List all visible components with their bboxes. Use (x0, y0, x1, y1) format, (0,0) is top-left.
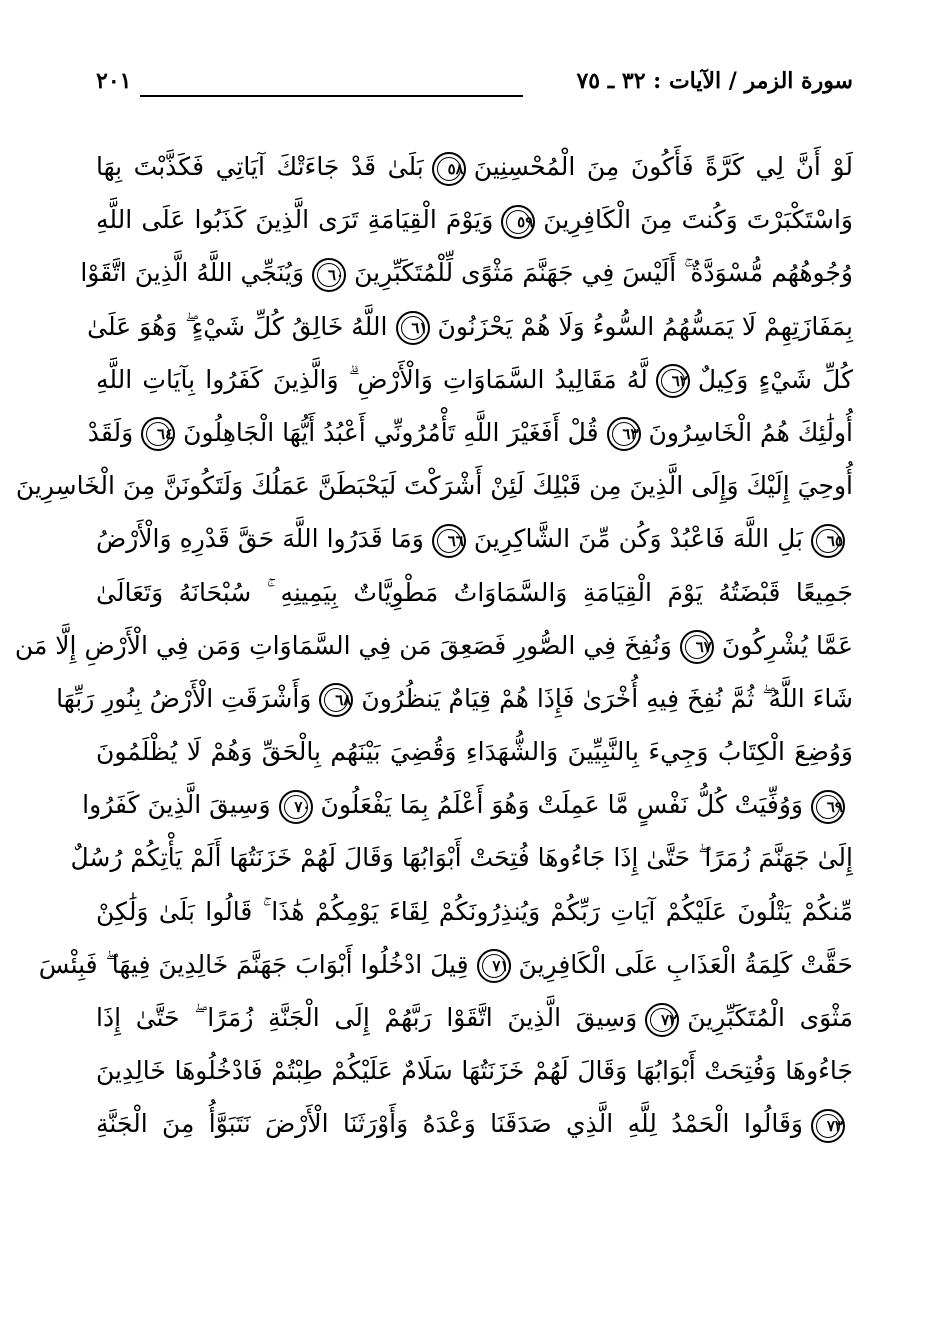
verse-line-5 (96, 353, 853, 406)
ayah-marker: ٦٧ (680, 630, 714, 664)
verse-line-15 (96, 885, 853, 938)
verse-text: إِلَىٰ جَهَنَّمَ زُمَرًا ۖ حَتَّىٰ إِذَا جَاءُوهَا فُتِحَتْ أَبْوَابُهَا وَقَالَ لَهُمْ خَزَنَتُهَا أَلَمْ يَأْتِكُمْ رُسُلٌ (70, 843, 853, 873)
verse-text: وَسِيقَ الَّذِينَ اتَّقَوْا رَبَّهُمْ إِلَى الْجَنَّةِ زُمَرًا ۖ حَتَّىٰ إِذَا (96, 1003, 638, 1032)
verse-text: جَمِيعًا قَبْضَتُهُ يَوْمَ الْقِيَامَةِ وَالسَّمَاوَاتُ مَطْوِيَّاتٌ بِيَمِينِهِ ۚ سُبْحَانَهُ وَتَعَالَىٰ (96, 577, 853, 607)
verse-line-19 (96, 1097, 853, 1150)
ayah-marker: ٦٩ (811, 790, 845, 824)
verse-text: وَأَشْرَقَتِ الْأَرْضُ بِنُورِ رَبِّهَا (56, 683, 312, 713)
verse-text: بَلِ اللَّهَ فَاعْبُدْ وَكُن مِّنَ الشَّاكِرِينَ (473, 524, 804, 554)
verse-line-17 (96, 991, 853, 1044)
page-header (96, 62, 853, 110)
verse-text: وَوُفِّيَتْ كُلُّ نَفْسٍ مَّا عَمِلَتْ وَهُوَ أَعْلَمُ بِمَا يَفْعَلُونَ (320, 790, 803, 820)
verse-text: وَوُضِعَ الْكِتَابُ وَجِيءَ بِالنَّبِيِّينَ وَالشُّهَدَاءِ وَقُضِيَ بَيْنَهُم بِالْحَقِّ وَهُمْ لَا يُظْلَمُونَ (96, 737, 853, 767)
ayah-marker: ٧٣ (811, 1109, 845, 1143)
header-rule (140, 95, 523, 97)
ayah-marker: ٦٤ (141, 417, 175, 451)
ayah-marker: ٦٨ (319, 683, 353, 717)
verse-text: جَاءُوهَا وَفُتِحَتْ أَبْوَابُهَا وَقَالَ لَهُمْ خَزَنَتُهَا سَلَامٌ عَلَيْكُمْ طِبْتُمْ فَادْخُلُوهَا خَالِدِينَ (96, 1056, 853, 1086)
ayah-marker: ٥٨ (432, 152, 466, 186)
verse-line-9 (96, 566, 853, 619)
verse-line-12 (96, 725, 853, 778)
verse-line-11 (56, 672, 853, 725)
verse-text: أُوحِيَ إِلَيْكَ وَإِلَى الَّذِينَ مِن قَبْلِكَ لَئِنْ أَشْرَكْتَ لَيَحْبَطَنَّ عَمَلُكَ وَلَتَكُونَنَّ مِنَ الْخَاسِرِينَ (15, 471, 853, 501)
verse-text: وَسِيقَ الَّذِينَ كَفَرُوا (82, 790, 271, 820)
verse-text: كُلِّ شَيْءٍ وَكِيلٌ (697, 364, 853, 394)
verse-text: وَلَقَدْ (87, 417, 134, 447)
verse-text: وَيَوْمَ الْقِيَامَةِ تَرَى الَّذِينَ كَذَبُوا عَلَى اللَّهِ (96, 205, 494, 235)
verse-text: قُلْ أَفَغَيْرَ اللَّهِ تَأْمُرُونِّي أَعْبُدُ أَيُّهَا الْجَاهِلُونَ (183, 417, 599, 447)
verse-text: حَقَّتْ كَلِمَةُ الْعَذَابِ عَلَى الْكَافِرِينَ (518, 949, 853, 979)
ayah-marker: ٦٥ (811, 524, 845, 558)
verse-line-18 (96, 1044, 853, 1097)
verse-text: قِيلَ ادْخُلُوا أَبْوَابَ جَهَنَّمَ خَالِدِينَ فِيهَا ۖ فَبِئْسَ (38, 949, 469, 979)
verse-line-8 (96, 512, 853, 565)
verse-text: وَيُنَجِّي اللَّهُ الَّذِينَ اتَّقَوْا (80, 258, 305, 288)
ayah-marker: ٦٠ (312, 258, 346, 292)
verse-line-13 (82, 778, 853, 831)
ayah-marker: ٦٣ (607, 417, 641, 451)
verse-line-14 (70, 831, 853, 884)
verse-line-3 (80, 246, 853, 299)
verse-text: مَثْوَى الْمُتَكَبِّرِينَ (687, 1003, 853, 1032)
ayah-marker: ٧٢ (645, 1003, 679, 1037)
verse-text: وَاسْتَكْبَرْتَ وَكُنتَ مِنَ الْكَافِرِينَ (543, 205, 853, 235)
verse-text: أُولَٰئِكَ هُمُ الْخَاسِرُونَ (648, 417, 853, 447)
ayah-marker: ٥٩ (501, 205, 535, 239)
verses-block (14, 140, 853, 1151)
verse-text: وَمَا قَدَرُوا اللَّهَ حَقَّ قَدْرِهِ وَالْأَرْضُ (96, 524, 424, 554)
verse-text: لَوْ أَنَّ لِي كَرَّةً فَأَكُونَ مِنَ الْمُحْسِنِينَ (473, 152, 853, 181)
verse-text: عَمَّا يُشْرِكُونَ (721, 630, 853, 660)
page-number: ٢٠١ (96, 68, 132, 94)
verse-line-2 (96, 193, 853, 246)
surah-title: سورة الزمر / الآيات : ٣٢ ـ ٧٥ (576, 68, 853, 94)
verse-text: وَقَالُوا الْحَمْدُ لِلَّهِ الَّذِي صَدَقَنَا وَعْدَهُ وَأَوْرَثَنَا الْأَرْضَ نَتَبَوَّأُ مِنَ الْجَنَّةِ (96, 1109, 803, 1139)
verse-line-16 (38, 938, 853, 991)
verse-text: اللَّهُ خَالِقُ كُلِّ شَيْءٍ ۖ وَهُوَ عَلَىٰ (87, 311, 388, 341)
verse-line-10 (14, 619, 853, 672)
ayah-marker: ٧١ (477, 949, 511, 983)
verse-text: بَلَىٰ قَدْ جَاءَتْكَ آيَاتِي فَكَذَّبْتَ بِهَا (96, 152, 424, 181)
ayah-marker: ٦١ (396, 311, 430, 345)
verse-line-1 (96, 140, 853, 193)
verse-text: لَّهُ مَقَالِيدُ السَّمَاوَاتِ وَالْأَرْضِ ۗ وَالَّذِينَ كَفَرُوا بِآيَاتِ اللَّهِ (96, 364, 648, 394)
verse-text: وَنُفِخَ فِي الصُّورِ فَصَعِقَ مَن فِي السَّمَاوَاتِ وَمَن فِي الْأَرْضِ إِلَّا مَن (14, 630, 672, 660)
verse-text: بِمَفَازَتِهِمْ لَا يَمَسُّهُمُ السُّوءُ وَلَا هُمْ يَحْزَنُونَ (437, 311, 853, 341)
ayah-marker: ٦٦ (432, 524, 466, 558)
verse-text: شَاءَ اللَّهُ ۖ ثُمَّ نُفِخَ فِيهِ أُخْرَىٰ فَإِذَا هُمْ قِيَامٌ يَنظُرُونَ (361, 683, 853, 713)
verse-text: وُجُوهُهُم مُّسْوَدَّةٌ ۚ أَلَيْسَ فِي جَهَنَّمَ مَثْوًى لِّلْمُتَكَبِّرِينَ (354, 258, 853, 288)
ayah-marker: ٧٠ (279, 790, 313, 824)
verse-line-4 (87, 300, 853, 353)
ayah-marker: ٦٢ (656, 364, 690, 398)
verse-text: مِّنكُمْ يَتْلُونَ عَلَيْكُمْ آيَاتِ رَبِّكُمْ وَيُنذِرُونَكُمْ لِقَاءَ يَوْمِكُمْ هَٰذَا ۚ قَالُوا بَلَىٰ وَلَٰكِنْ (96, 896, 853, 926)
verse-line-6 (87, 406, 853, 459)
verse-line-7 (15, 459, 853, 512)
